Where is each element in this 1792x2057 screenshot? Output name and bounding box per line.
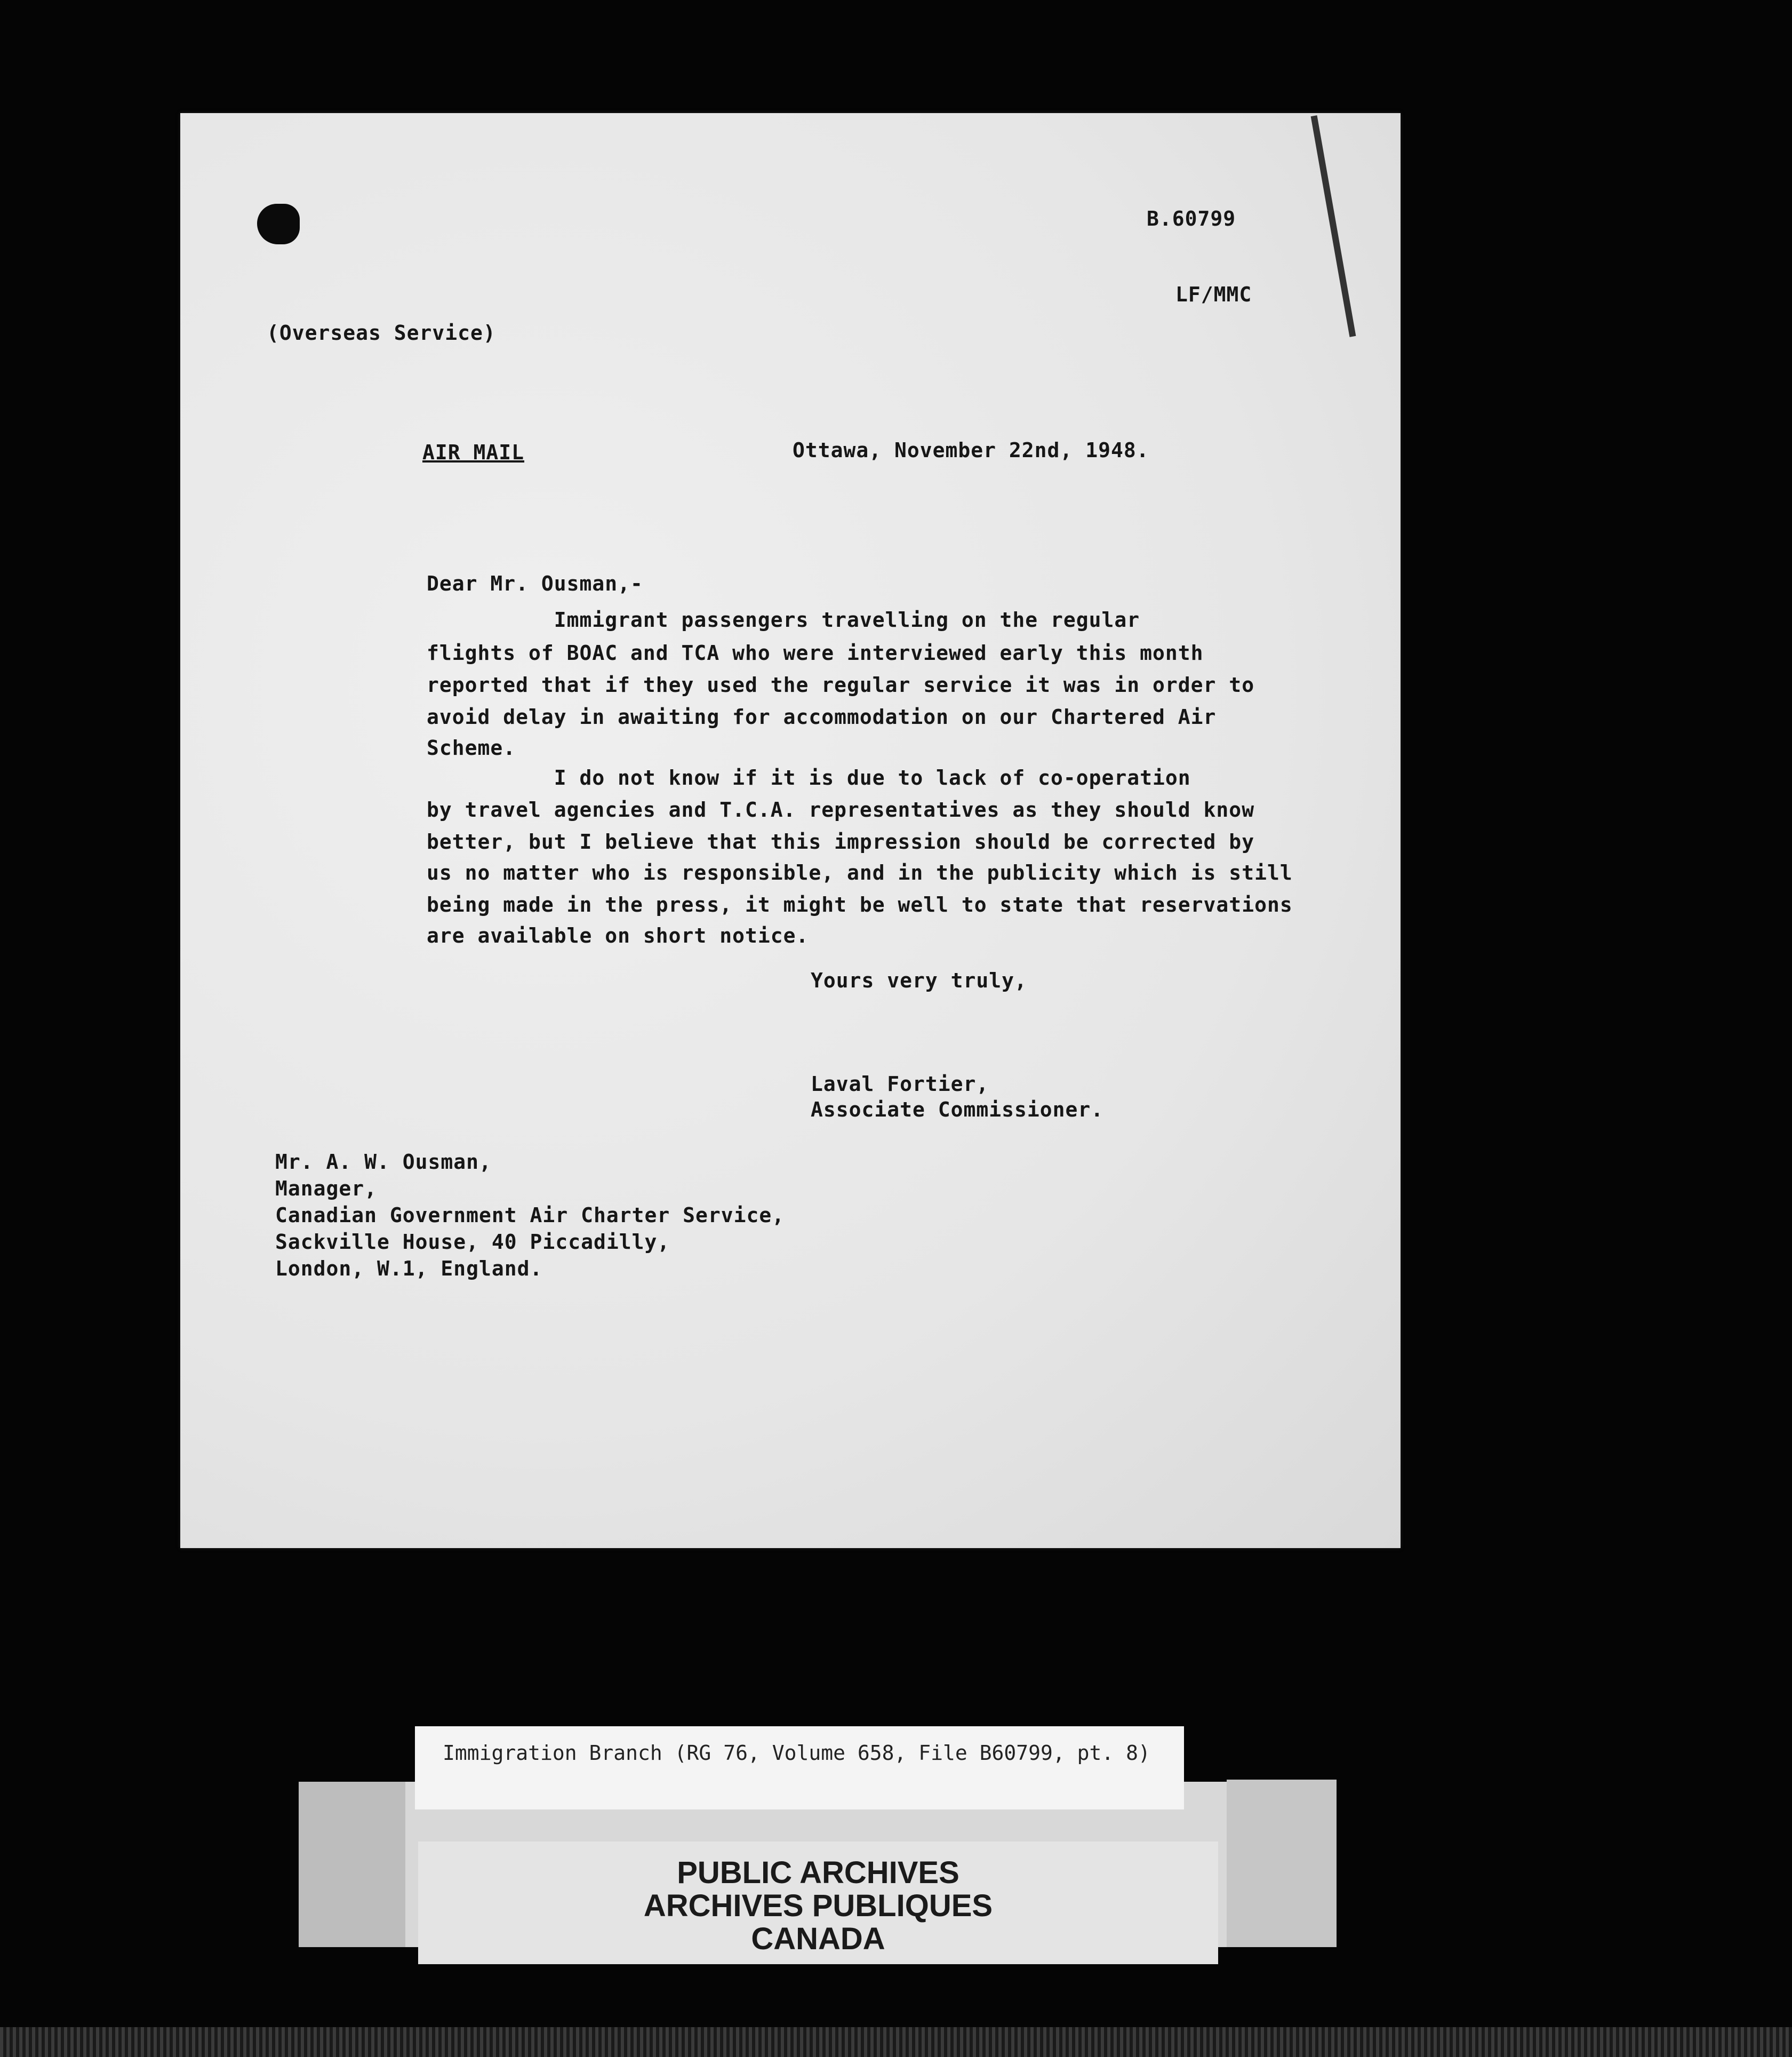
body-line: Immigrant passengers travelling on the regular	[427, 608, 1140, 632]
body-line: Scheme.	[427, 736, 516, 760]
stamp-line-3: CANADA	[751, 1922, 885, 1956]
address-line: Manager,	[275, 1177, 378, 1200]
body-line: I do not know if it is due to lack of co-operation	[427, 766, 1191, 790]
body-line: being made in the press, it might be well to state that reservations	[427, 893, 1293, 916]
body-line: us no matter who is responsible, and in the publicity which is still	[427, 861, 1293, 884]
address-line: Sackville House, 40 Piccadilly,	[275, 1230, 670, 1254]
punch-hole	[257, 204, 300, 244]
file-number: B.60799	[1147, 207, 1236, 230]
stamp-line-2: ARCHIVES PUBLIQUES	[643, 1888, 993, 1923]
archive-stamp	[418, 1841, 1218, 1964]
closing: Yours very truly,	[811, 969, 1027, 992]
signer-name: Laval Fortier,	[811, 1072, 989, 1096]
service-label: (Overseas Service)	[267, 321, 496, 345]
body-line: by travel agencies and T.C.A. representatives as they should know	[427, 798, 1255, 822]
air-mail-label: AIR MAIL	[422, 441, 525, 464]
body-line: are available on short notice.	[427, 924, 809, 947]
date-line: Ottawa, November 22nd, 1948.	[793, 438, 1149, 462]
address-line: Mr. A. W. Ousman,	[275, 1150, 492, 1174]
salutation: Dear Mr. Ousman,-	[427, 572, 643, 595]
signer-title: Associate Commissioner.	[811, 1098, 1104, 1121]
body-line: better, but I believe that this impression should be corrected by	[427, 830, 1255, 854]
archive-stamp-left-fragment	[299, 1782, 405, 1947]
reference-initials: LF/MMC	[1175, 283, 1252, 306]
body-line: flights of BOAC and TCA who were interviewed early this month	[427, 641, 1204, 665]
address-line: London, W.1, England.	[275, 1257, 543, 1280]
stamp-line-1: PUBLIC ARCHIVES	[677, 1855, 959, 1890]
film-edge	[0, 2027, 1792, 2057]
body-line: avoid delay in awaiting for accommodation on our Chartered Air	[427, 705, 1217, 729]
address-line: Canadian Government Air Charter Service,	[275, 1203, 785, 1227]
archive-reference-strip	[415, 1726, 1184, 1809]
archive-reference: Immigration Branch (RG 76, Volume 658, File B60799, pt. 8)	[443, 1741, 1150, 1765]
archive-stamp-right-fragment	[1227, 1780, 1337, 1947]
body-line: reported that if they used the regular service it was in order to	[427, 673, 1255, 697]
